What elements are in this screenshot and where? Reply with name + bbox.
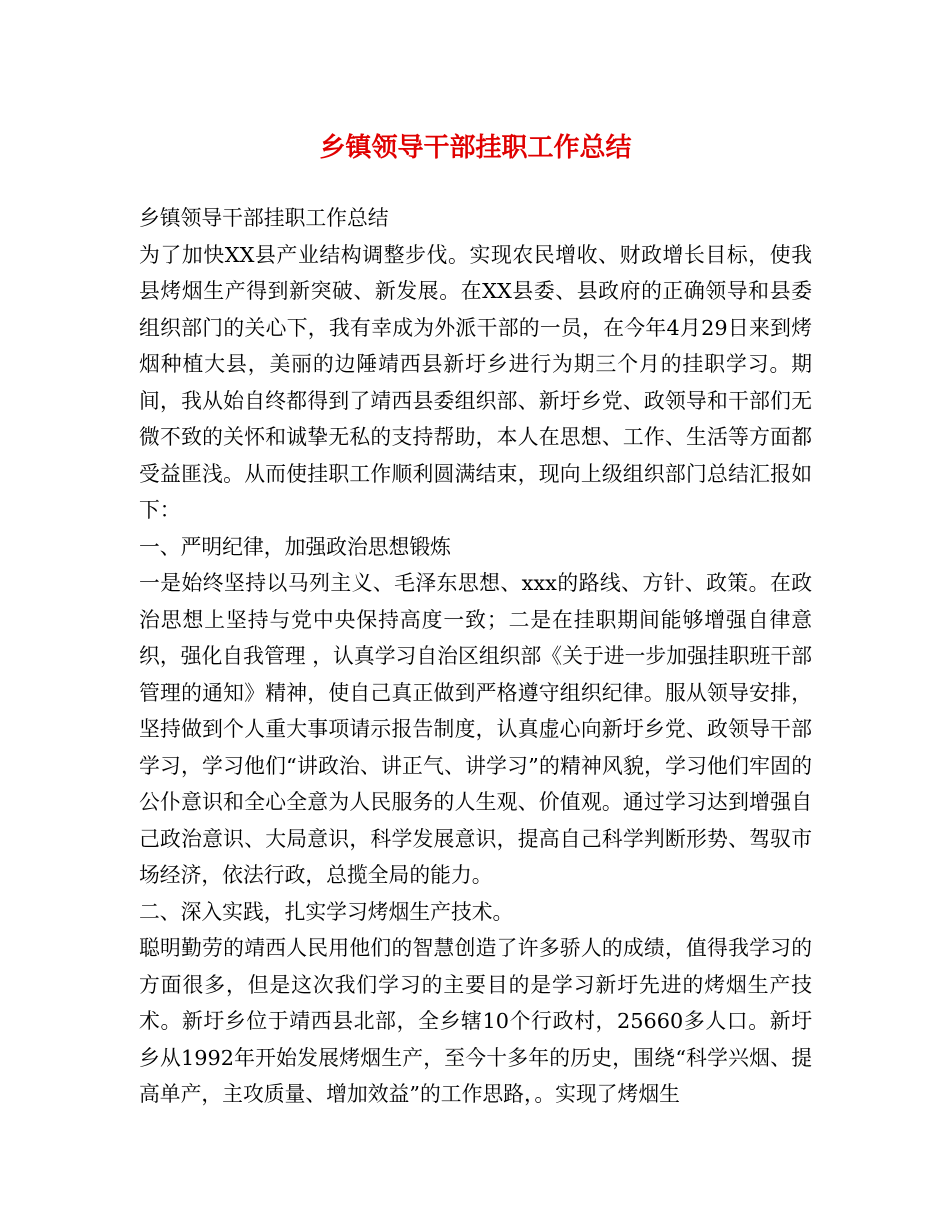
section-2-paragraph: 聪明勤劳的靖西人民用他们的智慧创造了许多骄人的成绩，值得我学习的方面很多，但是这次我们学习的主要目的是学习新圩先进的烤烟生产技术。新圩乡位于靖西县北部，全乡辖10个行政村，25660多人口。新圩乡从1992年开始发展烤烟生产，至今十多年的历史，围绕“科学兴烟、提高单产，主攻质量、增加效益”的工作思路，。实现了烤烟生	[139, 936, 812, 1106]
document-body	[139, 200, 812, 1113]
section-heading-1: 一、严明纪律，加强政治思想锻炼	[139, 534, 451, 559]
section-1-paragraph: 一是始终坚持以马列主义、毛泽东思想、xxx的路线、方针、政策。在政治思想上坚持与党中央保持高度一致；二是在挂职期间能够增强自律意织，强化自我管理 ，认真学习自治区组织部《关于进一步加强挂职班干部管理的通知》精神，使自己真正做到严格遵守组织纪律。服从领导安排，坚持做到个人重大事项请示报告制度，认真虚心向新圩乡党、政领导干部学习，学习他们“讲政治、讲正气、讲学习”的精神风貌，学习他们牢固的公仆意识和全心全意为人民服务的人生观、价值观。通过学习达到增强自己政治意识、大局意识，科学发展意识，提高自己科学判断形势、驾驭市场经济，依法行政，总揽全局的能力。	[139, 571, 812, 887]
intro-paragraph: 为了加快XX县产业结构调整步伐。实现农民增收、财政增长目标，使我县烤烟生产得到新突破、新发展。在XX县委、县政府的正确领导和县委组织部门的关心下，我有幸成为外派干部的一员，在今年4月29日来到烤烟种植大县，美丽的边陲靖西县新圩乡进行为期三个月的挂职学习。期间，我从始自终都得到了靖西县委组织部、新圩乡党、政领导和干部们无微不致的关怀和诚挚无私的支持帮助，本人在思想、工作、生活等方面都受益匪浅。从而使挂职工作顺利圆满结束，现向上级组织部门总结汇报如下：	[139, 242, 812, 522]
document-page	[139, 0, 812, 1230]
section-heading-2: 二、深入实践，扎实学习烤烟生产技术。	[139, 899, 514, 924]
subtitle-paragraph: 乡镇领导干部挂职工作总结	[139, 206, 389, 230]
document-title: 乡镇领导干部挂职工作总结	[319, 133, 632, 163]
